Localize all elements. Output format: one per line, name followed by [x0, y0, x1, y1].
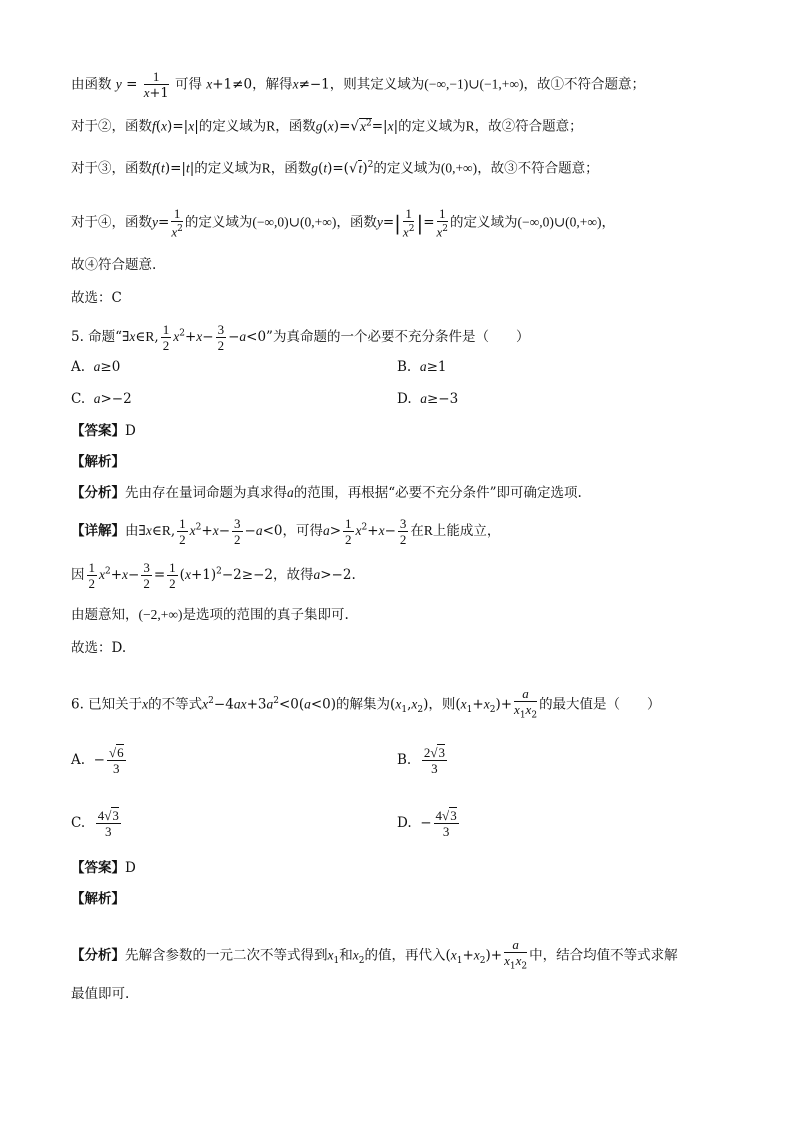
q5-option-c: C. a>−2	[71, 391, 132, 407]
q6-option-a: A. − $\frac{√6}{3}$	[71, 745, 124, 776]
q5-analysis: 【分析】先由存在量词命题为真求得a的范围，再根据“必要不充分条件”即可确定选项.	[71, 485, 582, 501]
question-5-stem: 5. 命题“∃x∈R, $\frac{1}{2}$ $x^2+x-$ $\frac{3}{2}$ −a<0”为真命题的一个必要不充分条件是（ ）	[71, 322, 530, 353]
solution-choice: 故选：C	[71, 290, 122, 306]
q6-option-c: C. $\frac{4√3}{3}$	[71, 808, 119, 839]
q5-detail-2: 因 $\frac{1}{2}$ $x^2+x-$ $\frac{3}{2}$ = $\frac{1}{2}$ $(x+1)^2-2\ge-2$，故得a>−2.	[71, 560, 356, 591]
q5-detail-1: 【详解】由∃x∈R, $\frac{1}{2}$ $x^2+x-$ $\frac{3}{2}$ −a<0，可得a> $\frac{1}{2}$ $x^2+x-$ $\frac{3}{2}$ 在R上能成立，	[71, 516, 501, 547]
solution-line-4: 对于④，函数y= $\frac{1}{x^2}$ 的定义域为(−∞,0)∪(0,+∞)，函数y=| $\frac{1}{x^2}$ |= $\frac{1}{x^2}$ 的定义域为(−∞,0)∪(0,+∞)，	[71, 206, 616, 240]
q6-option-d: D. − $\frac{4√3}{3}$	[397, 808, 457, 839]
q5-option-b: B. a≥1	[397, 359, 447, 375]
q6-analysis-2: 最值即可.	[71, 986, 130, 1002]
solution-line-2: 对于②，函数f(x)=|x|的定义域为R，函数$g(x)=√x^2=|x|$的定义域为R，故②符合题意；	[71, 118, 583, 135]
q5-choice: 故选：D.	[71, 640, 127, 656]
q5-analysis-tag: 【解析】	[71, 454, 125, 470]
q5-option-d: D. a≥−3	[397, 391, 459, 407]
solution-line-3: 对于③，函数f(t)=|t|的定义域为R，函数$g(t)=(√t)^2$的定义域为(0,+∞)，故③不符合题意；	[71, 160, 599, 177]
solution-line-5: 故④符合题意.	[71, 257, 157, 273]
q6-answer: 【答案】D	[71, 860, 136, 876]
q5-option-a: A. a≥0	[71, 359, 121, 375]
q6-option-b: B. $\frac{2√3}{3}$	[397, 745, 445, 776]
q5-detail-3: 由题意知，(−2,+∞)是选项的范围的真子集即可.	[71, 607, 349, 623]
q5-answer: 【答案】D	[71, 423, 136, 439]
q6-analysis-tag: 【解析】	[71, 891, 125, 907]
solution-line-1: 由函数 y = $\frac{1}{x+1}$ 可得 x+1≠0，解得x≠−1，则其定义域为(−∞,−1)∪(−1,+∞)，故①不符合题意；	[71, 69, 646, 101]
q6-analysis-1: 【分析】先解含参数的一元二次不等式得到$x_1$和$x_2$的值，再代入$(x_1+x_2)+$ $\frac{a}{x_1x_2}$ 中，结合均值不等式求解	[71, 937, 678, 972]
question-6-stem: 6. 已知关于x的不等式$x^2-4ax+3a^2<0(a<0)$的解集为$(x_1,x_2)$，则$(x_1+x_2)+$ $\frac{a}{x_1x_2}$ 的最大值是（ ）	[71, 686, 661, 721]
